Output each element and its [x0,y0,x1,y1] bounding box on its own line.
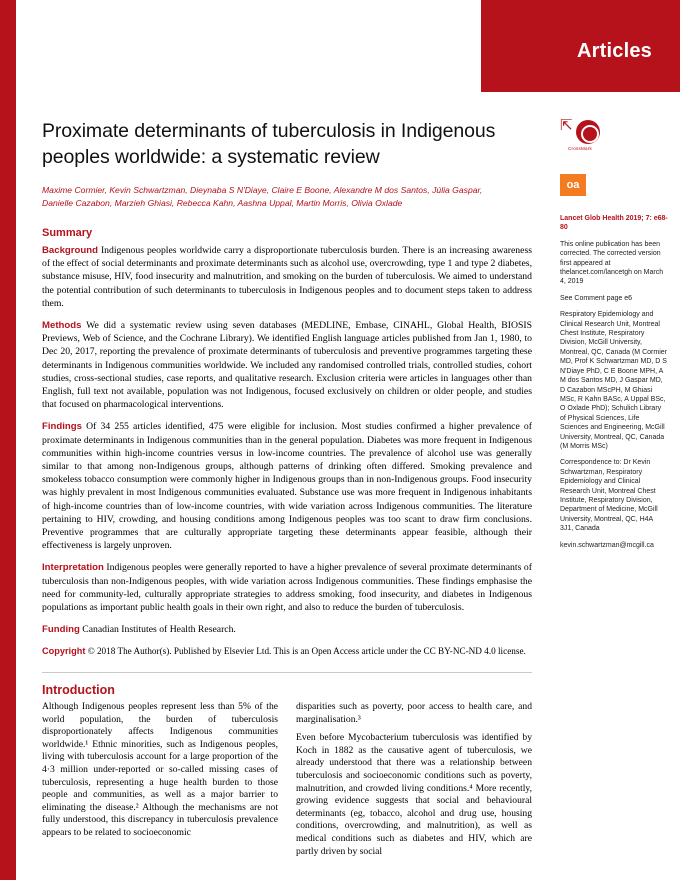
crossmark-arrow-icon: ⇱ [560,117,573,134]
correspondence-block: Correspondence to: Dr Kevin Schwartzman, Respiratory Epidemiology and Clinical Research Unit, Montreal Chest Institute, Respiratory Division, Department of Medicine, McGill University, Montreal, QC, H4A 3J1, Canada [560,459,658,533]
summary-interpretation-label: Interpretation [42,562,104,574]
copyright-notice [42,645,532,658]
summary-heading: Summary [42,227,93,239]
summary-findings [42,420,532,552]
summary-methods-label: Methods [42,320,82,332]
see-comment-link[interactable]: See Comment page e6 [560,294,632,302]
body-columns [42,701,532,864]
crossmark-logo[interactable] [560,118,606,158]
summary-funding-label: Funding [42,624,80,636]
summary-funding [42,623,532,636]
intro-paragraph-2: disparities such as poverty, poor access to health care, and marginalisation.³ [296,701,532,725]
side-rail [560,118,668,557]
summary-background [42,244,532,310]
summary-background-label: Background [42,245,98,256]
intro-paragraph-3: Even before Mycobacterium tuberculosis was identified by Koch in 1882 as the causative agent of tuberculosis, we already understood that there was a relationship between tuberculosis and socioeconomic conditions such as poverty, malnutrition, and crowded living conditions.⁴ More recently, growing evidence suggests that social and behavioural determinants (eg, tobacco, alcohol and drug use, housing conditions, overcrowding, and malnutrition), as well as medical conditions such as diabetes and HIV, which are partly driven by social [296,732,532,857]
correction-note: This online publication has been corrected. The corrected version first appeared at thelancet.com/lancetgh on March 4, 2019 [560,240,664,286]
author-list: Maxime Cormier, Kevin Schwartzman, Dieynaba S N'Diaye, Claire E Boone, Alexandre M dos Santos, Júlia Gaspar, Danielle Cazabon, Marzieh Ghiasi, Rebecca Kahn, Aashna Uppal, Martin Morris, Olivia Oxlade [42,185,483,208]
intro-paragraph-1: Although Indigenous peoples represent less than 5% of the world population, the burden of tuberculosis disproportionately affects Indigenous communities worldwide.¹ Ethnic minorities, such as Indigenous peoples, living with tuberculosis account for a large proportion of the 4·3 million under-reported or so-called missing cases of tuberculosis, representing a huge health burden to those people and communities, as well as a major barrier to eliminating the disease.² Although the mechanisms are not fully understood, this discrepancy in tuberculosis prevalence appears to be related to socioeconomic [42,701,278,839]
body-column-right [296,701,532,864]
page-header [16,0,680,92]
author-affiliations: Respiratory Epidemiology and Clinical Research Unit, Montreal Chest Institute, Respiratory Division, McGill University, Montreal, QC, Canada (M Cormier MD, Prof K Schwartzman MD, D S N'Diaye PhD, C E Boone MPH, A M dos Santos MD, J Gaspar MD, D Cazabon MScPH, M Ghiasi MSc, R Kahn BASc, A Uppal BSc, O Oxlade PhD); Schulich Library of Physical Sciences, Life Sciences and Engineering, McGill University, Montreal, QC, Canada (M Morris MSc) [560,311,667,450]
crossmark-ring-icon [581,125,599,143]
left-red-bar [0,0,16,880]
summary-background-text: Indigenous peoples worldwide carry a disproportionate tuberculosis burden. There is an increasing awareness of the effect of social determinants and proximate determinants such as alcohol use, overcrowding, type 1 and type 2 diabetes, substance misuse, HIV, food insecurity and malnutrition, and smoking on the burden of tuberculosis. We aimed to understand the potential contribution of such determinants to tuberculosis in Indigenous peoples and to document steps taken to address them. [42,245,532,309]
summary-findings-label: Findings [42,421,82,433]
summary-findings-text: Of 34 255 articles identified, 475 were eligible for inclusion. Most studies confirmed a higher prevalence of proximate determinants in Indigenous communities than in the general population. Diabetes was more frequent in Indigenous communities within high-income countries versus in low-income countries. The prevalence of alcohol use was generally similar to that among non-Indigenous groups, although patterns of drinking often differed. Smoking prevalence and smokeless tobacco consumption were commonly higher in Indigenous groups than in non-Indigenous groups. Food insecurity was highly prevalent in most Indigenous communities evaluated. Substance use was more frequent in Indigenous inhabitants of high-income countries than of low-income countries, with wide variation across Indigenous communities. The literature pertaining to HIV, crowding, and housing conditions among Indigenous peoples was too scant to draw firm conclusions. Preventive programmes that are culturally appropriate targeting these determinants appear feasible, although their effectiveness is largely unproven. [42,421,533,552]
summary-funding-text: Canadian Institutes of Health Research. [82,624,236,636]
correspondence-email[interactable]: kevin.schwartzman@mcgill.ca [560,541,654,549]
summary-methods-text: We did a systematic review using seven databases (MEDLINE, Embase, CINAHL, Global Health, BIOSIS Previews, Web of Science, and the Cochrane Library). We identified English language articles published from Jan 1, 1980, to Dec 20, 2017, reporting the prevalence of proximate determinants of tuberculosis and preventive programmes targeting these determinants in Indigenous communities worldwide. We included any randomised controlled trials, controlled studies, cohort studies, cross-sectional studies, case reports, and qualitative research. Exclusion criteria were articles in languages other than English, full text not available, population was not Indigenous, focused exclusively on children or older people, and studies that focused on pharmacological interventions. [42,320,532,411]
body-column-left [42,701,278,864]
introduction-heading: Introduction [42,683,115,698]
section-label: Articles [577,40,652,62]
copyright-text: © 2018 The Author(s). Published by Elsevier Ltd. This is an Open Access article under the CC BY-NC-ND 4.0 license. [87,646,526,657]
section-divider [42,672,532,673]
crossmark-label: CrossMark [568,146,593,151]
open-access-badge: oa [560,174,586,196]
summary-interpretation [42,561,532,614]
summary-methods [42,319,532,411]
article-content [42,118,532,864]
summary-interpretation-text: Indigenous peoples were generally reported to have a higher prevalence of several proximate determinants of tuberculosis than non-Indigenous peoples, with wide variation across Indigenous communities. These findings emphasise the need for community-led, culturally appropriate strategies to address smoking, food insecurity, and diabetes in Indigenous populations as important public health goals in their own right, and also to reduce the burden of tuberculosis. [42,562,532,614]
journal-citation: Lancet Glob Health 2019; 7: e68-80 [560,215,668,232]
page-title: Proximate determinants of tuberculosis in Indigenous peoples worldwide: a systematic review [42,120,496,168]
copyright-label: Copyright [42,646,86,657]
